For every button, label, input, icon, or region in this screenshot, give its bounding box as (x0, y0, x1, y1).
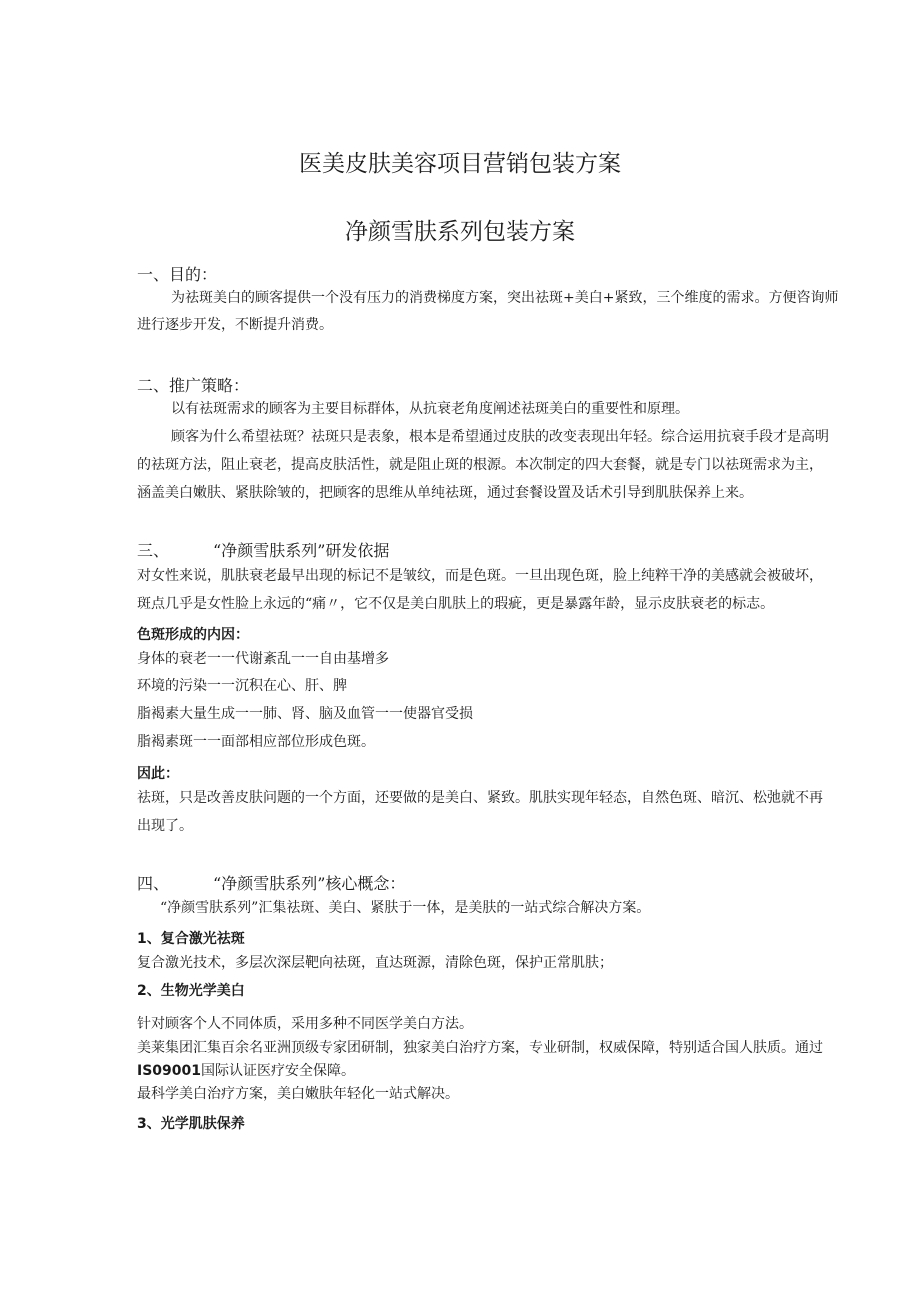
section-4-heading-text: “净颜雪肤系列”核心概念： (213, 874, 406, 893)
item-2-title: 2、生物光学美白 (137, 983, 245, 999)
cause-item-3: 脂褐素大量生成一一肺、肾、脑及血管一一使器官受损 (137, 706, 473, 722)
therefore-label: 因此： (137, 766, 179, 782)
section-4-heading-number: 四、 (137, 874, 170, 893)
document-subtitle: 净颜雪肤系列包装方案 (345, 219, 575, 245)
section-2-paragraph-2-line-2: 的祛斑方法，阻止衰老，提高皮肤活性，就是阻止斑的根源。本次制定的四大套餐，就是专门以祛斑需求为主， (137, 457, 823, 473)
cause-item-2: 环境的污染一一沉积在心、肝、脾 (137, 678, 347, 694)
section-3-paragraph-1-line-2: 斑点几乎是女性脸上永远的“痛〃，它不仅是美白肌肤上的瑕疵，更是暴露年龄，显示皮肤衰老的标志。 (137, 596, 775, 612)
section-2-paragraph-2-line-3: 涵盖美白嫩肤、紧肤除皱的，把顾客的思维从单纯祛斑，通过套餐设置及话术引导到肌肤保养上来。 (137, 485, 753, 501)
section-3-paragraph-2-line-1: 祛斑，只是改善皮肤问题的一个方面，还要做的是美白、紧致。肌肤实现年轻态，自然色斑、暗沉、松弛就不再 (137, 790, 823, 806)
document-title: 医美皮肤美容项目营销包装方案 (299, 151, 621, 177)
item-1-text: 复合激光技术，多层次深层靶向祛斑，直达斑源，清除色斑，保护正常肌肤； (137, 955, 613, 971)
item-2-line-3-text: 国际认证医疗安全保障。 (201, 1063, 355, 1079)
cause-item-4: 脂褐素斑一一面部相应部位形成色斑。 (137, 734, 375, 750)
iso-certification-code: IS09001 (137, 1063, 201, 1079)
item-1-title: 1、复合激光祛斑 (137, 931, 245, 947)
section-3-heading-text: “净颜雪肤系列”研发依据 (213, 541, 390, 560)
section-4-intro: “净颜雪肤系列”汇集祛斑、美白、紧肤于一体，是美肤的一站式综合解决方案。 (160, 900, 651, 916)
section-1-heading: 一、目的： (137, 265, 218, 284)
item-2-line-2: 美莱集团汇集百余名亚洲顶级专家团研制，独家美白治疗方案，专业研制，权威保障，特别适合国人肤质。通过 (137, 1040, 823, 1056)
section-3-heading (137, 538, 389, 561)
section-3-heading-number: 三、 (137, 541, 170, 560)
item-2-line-1: 针对顾客个人不同体质，采用多种不同医学美白方法。 (137, 1016, 473, 1032)
item-2-line-4: 最科学美白治疗方案，美白嫩肤年轻化一站式解决。 (137, 1086, 459, 1102)
section-2-paragraph-1: 以有祛斑需求的顾客为主要目标群体，从抗衰老角度阐述祛斑美白的重要性和原理。 (171, 401, 689, 417)
section-2-paragraph-2-line-1: 顾客为什么希望祛斑？祛斑只是表象，根本是希望通过皮肤的改变表现出年轻。综合运用抗衰手段才是高明 (171, 429, 829, 445)
section-1-paragraph-line-1: 为祛斑美白的顾客提供一个没有压力的消费梯度方案，突出祛斑+美白+紧致，三个维度的需求。方便咨询师 (171, 290, 839, 306)
section-3-paragraph-2-line-2: 出现了。 (137, 818, 193, 834)
item-3-title: 3、光学肌肤保养 (137, 1116, 245, 1132)
section-3-paragraph-1-line-1: 对女性来说，肌肤衰老最早出现的标记不是皱纹，而是色斑。一旦出现色斑，脸上纯粹干净的美感就会被破坏， (137, 568, 823, 584)
section-2-heading: 二、推广策略： (137, 376, 250, 395)
cause-item-1: 身体的衰老一一代谢紊乱一一自由基增多 (137, 651, 389, 667)
cause-label: 色斑形成的内因： (137, 627, 249, 643)
section-4-heading (137, 871, 405, 894)
section-1-paragraph-line-2: 进行逐步开发，不断提升消费。 (137, 317, 333, 333)
